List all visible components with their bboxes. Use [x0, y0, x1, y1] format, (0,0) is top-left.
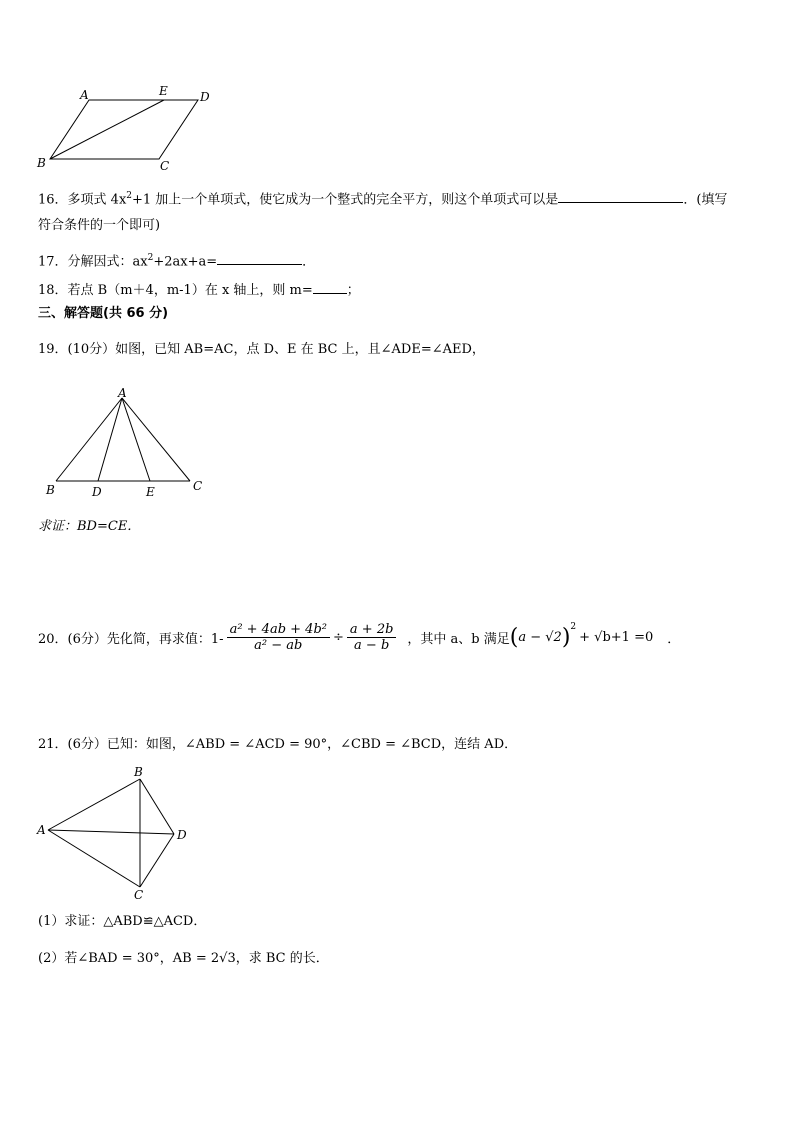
question-21-part1: (1）求证：△ABD≌△ACD．	[38, 914, 207, 929]
section-heading: 三、解答题(共 66 分)	[38, 306, 169, 321]
label-C: C	[193, 479, 203, 493]
isosceles-triangle-figure	[40, 384, 220, 502]
q18-text-pre: 18．若点 B（m＋4，m-1）在 x 轴上，则 m=	[38, 283, 313, 298]
label-A: A	[80, 88, 89, 102]
label-B: B	[37, 156, 46, 170]
fraction-1-denominator: a² − ab	[254, 637, 303, 653]
q17-sup: 2	[147, 253, 154, 263]
fraction-2-denominator: a − b	[354, 637, 390, 653]
question-19: 19．(10分）如图，已知 AB=AC，点 D、E 在 BC 上，且∠ADE=∠AED，	[38, 342, 485, 357]
q16-sup: 2	[126, 191, 133, 201]
label-C: C	[160, 159, 170, 173]
question-20	[38, 614, 680, 660]
q18-answer-blank[interactable]	[313, 279, 347, 294]
label-D: D	[177, 828, 187, 842]
question-21-part2: (2）若∠BAD = 30°，AB = 2√3，求 BC 的长．	[38, 951, 329, 966]
q18-text-post: ；	[346, 283, 360, 298]
kite-figure	[34, 765, 204, 905]
parallelogram-figure	[34, 84, 224, 176]
q16-text-mid: +1 加上一个单项式，使它成为一个整式的完全平方，则这个单项式可以是	[132, 192, 559, 208]
question-16-line1	[38, 186, 727, 210]
fraction-2-numerator: a + 2b	[347, 622, 397, 638]
label-E: E	[146, 485, 155, 499]
question-17	[38, 248, 315, 272]
q17-answer-blank[interactable]	[217, 250, 302, 265]
q20-text-mid: ，其中 a、b 满足	[407, 631, 510, 647]
question-21: 21．(6分）已知：如图，∠ABD = ∠ACD = 90°，∠CBD = ∠BCD，连结 AD．	[38, 737, 518, 752]
label-B: B	[134, 765, 143, 779]
label-C: C	[134, 888, 144, 902]
label-B: B	[46, 483, 55, 497]
fraction-2	[347, 622, 397, 653]
q20-expr-b: + √b+1 =0	[579, 629, 654, 645]
q17-text-post: ．	[302, 254, 316, 270]
q16-text-pre: 16．多项式 4x	[38, 192, 127, 208]
q20-text-pre: 20．(6分）先化简，再求值：1-	[38, 631, 224, 647]
label-A: A	[37, 823, 46, 837]
division-sign: ÷	[333, 629, 344, 645]
q20-square: 2	[570, 622, 577, 632]
q16-text-post: ．(填写	[683, 192, 728, 208]
label-E: E	[159, 84, 168, 98]
question-16-line2: 符合条件的一个即可)	[38, 218, 161, 233]
right-paren: )	[561, 624, 571, 650]
question-18	[38, 279, 360, 301]
q20-expr-a: a − √2	[518, 629, 562, 645]
question-19-prove: 求证：BD=CE．	[38, 519, 141, 534]
q17-text-pre: 17．分解因式：ax	[38, 254, 148, 270]
fraction-1-numerator: a² + 4ab + 4b²	[227, 622, 330, 638]
fraction-1	[227, 622, 330, 653]
left-paren: (	[509, 624, 519, 650]
q20-text-post: ．	[667, 631, 681, 647]
label-D: D	[200, 90, 210, 104]
label-D: D	[92, 485, 102, 499]
q16-answer-blank[interactable]	[558, 188, 683, 203]
label-A: A	[118, 386, 127, 400]
q17-text-mid: +2ax+a=	[153, 254, 218, 270]
